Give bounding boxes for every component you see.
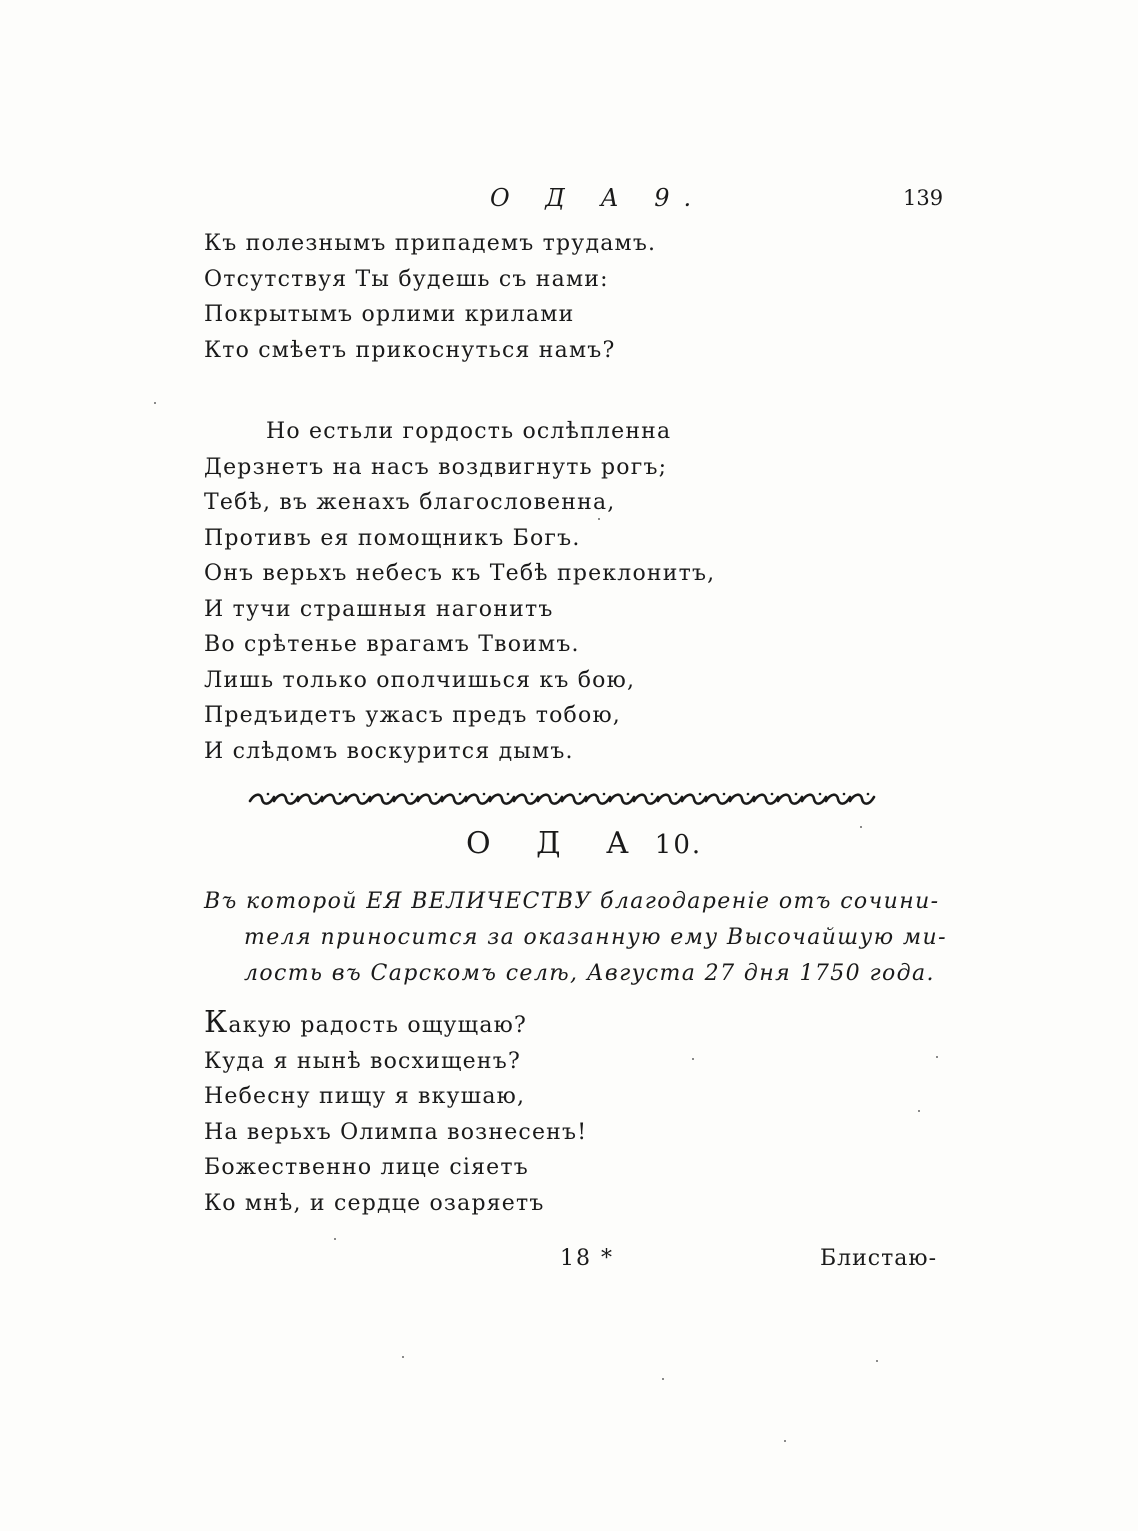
speck [402,1356,404,1358]
speck [876,1360,878,1362]
speck [918,1110,920,1112]
speck [334,1238,336,1240]
subtitle-line: лость въ Сарскомъ селѣ, Августа 27 дня 1750 года. [244,961,935,986]
verse-line: Кто смѣетъ прикоснуться намъ? [204,337,616,363]
verse-line: Онъ верьхъ небесъ къ Тебѣ преклонитъ, [204,561,716,586]
verse-line: Предъидетъ ужасъ предъ тобою, [204,703,621,728]
verse-line: На верьхъ Олимпа вознесенъ! [204,1119,588,1145]
speck [936,1056,938,1058]
catchword: Блистаю- [820,1246,938,1271]
verse-line: Лишь только ополчишься къ бою, [204,667,636,693]
ode-heading [466,826,702,861]
running-title: О Д А 9. [490,184,706,212]
subtitle-line: Въ которой ЕЯ ВЕЛИЧЕСТВУ благодареніе отъ сочини- [204,889,940,914]
verse-line: Тебѣ, въ женахъ благословенна, [204,490,616,515]
verse-line: И тучи страшныя нагонитъ [204,596,554,622]
speck [154,402,156,404]
speck [784,1440,786,1442]
speck [692,1058,694,1060]
first-line-text: акую радость ощущаю? [228,1013,527,1038]
verse-line: И слѣдомъ воскурится дымъ. [204,738,574,764]
verse-line: Но естьли гордость ослѣпленна [266,419,672,444]
signature-mark: 18 * [560,1246,614,1271]
drop-cap: К [204,1005,229,1040]
verse-line-first [204,1005,587,1044]
verse-line: Противъ ея помощникъ Богъ. [204,525,581,551]
verse-line: Куда я нынѣ восхищенъ? [204,1048,521,1074]
page-number: 139 [903,186,944,210]
verse-line: Къ полезнымъ припадемъ трудамъ. [204,231,657,256]
ode-subtitle [204,884,946,992]
ode-title: О Д А [466,826,647,861]
speck [662,1378,664,1380]
stanza-1 [204,226,656,368]
verse-line: Ко мнѣ, и сердце озаряетъ [204,1190,545,1216]
verse-line: Божественно лице сіяетъ [204,1155,529,1180]
verse-line: Небесну пищу я вкушаю, [204,1084,526,1109]
subtitle-line: теля приносится за оказанную ему Высочайшую ми- [244,925,947,950]
verse-line: Дерзнетъ на насъ воздвигнуть рогъ; [204,454,668,480]
speck [598,518,600,520]
verse-line: Во срѣтенье врагамъ Твоимъ. [204,632,580,657]
speck [860,826,862,828]
ornament-divider [248,788,894,810]
stanza-2 [204,414,715,769]
verse-line: Отсутствуя Ты будешь съ нами: [204,266,609,292]
verse-line: Покрытымъ орлими крилами [204,302,575,327]
ode-number: 10. [654,830,703,860]
stanza-3 [204,1005,587,1221]
